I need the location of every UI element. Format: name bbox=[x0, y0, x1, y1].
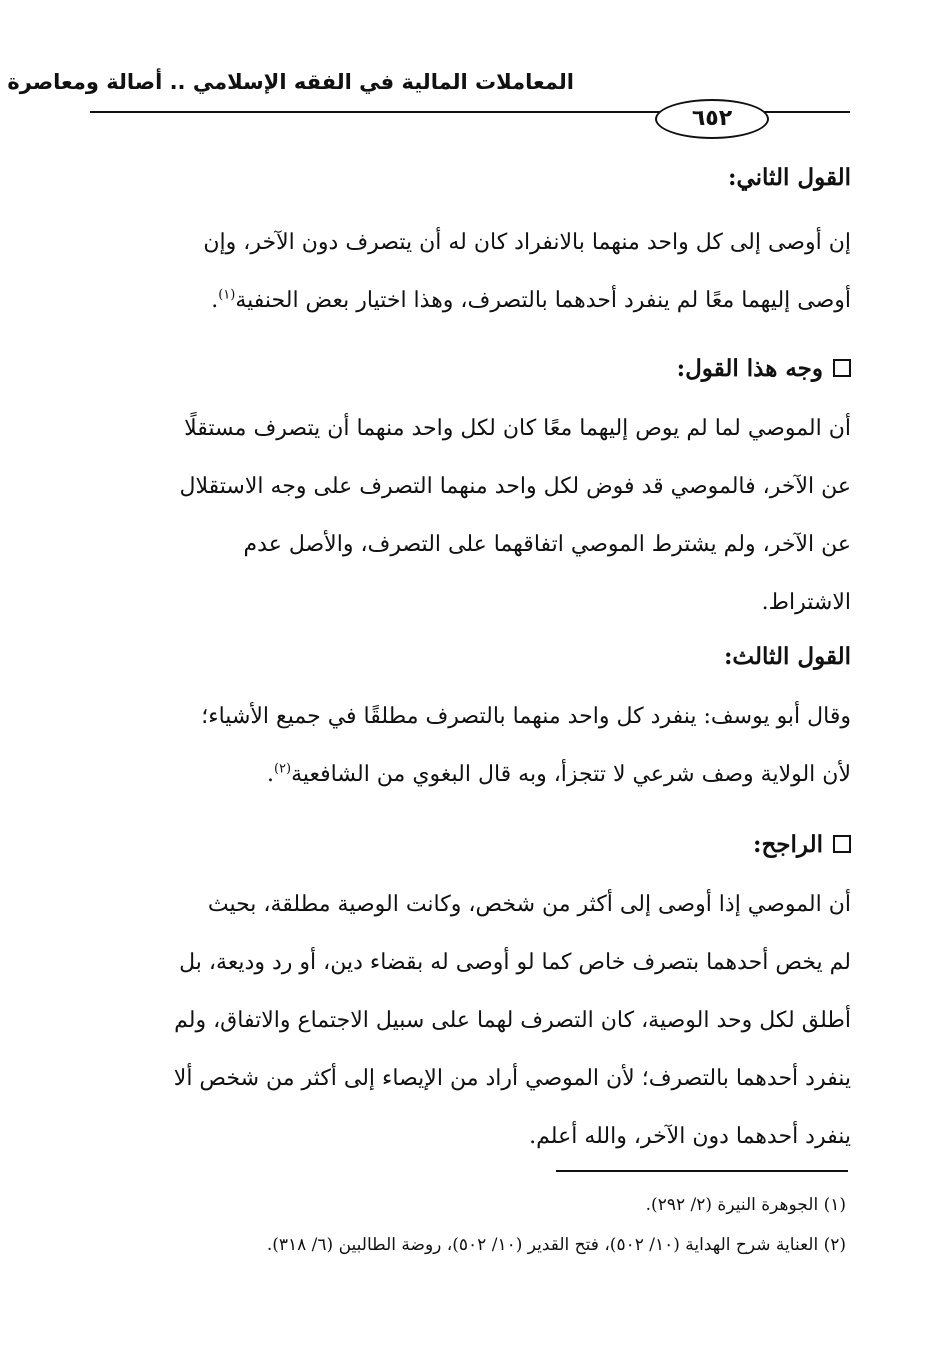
section-heading-rationale bbox=[81, 351, 851, 387]
footnote-ref: (٢) bbox=[273, 761, 292, 777]
footnote-rule bbox=[556, 1170, 848, 1172]
section-heading-text: الراجح: bbox=[752, 831, 823, 858]
footnote-1: (١) الجوهرة النيرة (٢/ ٢٩٢). bbox=[645, 1195, 846, 1215]
paragraph-line: عن الآخر، ولم يشترط الموصي اتفاقهما على التصرف، والأصل عدم bbox=[243, 532, 851, 557]
paragraph-line-end: . bbox=[266, 762, 274, 787]
section-heading-text: وجه هذا القول: bbox=[676, 355, 823, 382]
paragraph-line: ينفرد أحدهما دون الآخر، والله أعلم. bbox=[529, 1124, 851, 1149]
page-number: ٦٥٢ bbox=[655, 99, 769, 139]
paragraph-line bbox=[81, 746, 851, 804]
paragraph-line: أطلق لكل وحد الوصية، كان التصرف لهما على سبيل الاجتماع والاتفاق، ولم bbox=[174, 1008, 851, 1033]
section-heading-text: القول الثالث: bbox=[723, 643, 851, 670]
square-bullet-icon bbox=[833, 359, 851, 377]
paragraph-line: وقال أبو يوسف: ينفرد كل واحد منهما بالتصرف مطلقًا في جميع الأشياء؛ bbox=[201, 704, 851, 729]
paragraph-line: ينفرد أحدهما بالتصرف؛ لأن الموصي أراد من الإيصاء إلى أكثر من شخص ألا bbox=[173, 1066, 851, 1091]
square-bullet-icon bbox=[833, 835, 851, 853]
paragraph-line-text: أوصى إليهما معًا لم ينفرد أحدهما بالتصرف، وهذا اختيار بعض الحنفية bbox=[235, 288, 851, 313]
section-heading-preferred bbox=[81, 827, 851, 863]
section-heading-second-opinion bbox=[81, 160, 851, 196]
paragraph-line: عن الآخر، فالموصي قد فوض لكل واحد منهما التصرف على وجه الاستقلال bbox=[179, 474, 851, 499]
running-header-title: المعاملات المالية في الفقه الإسلامي .. أصالة ومعاصرة bbox=[7, 70, 574, 94]
footnote-ref: (١) bbox=[218, 287, 236, 303]
paragraph-line: إن أوصى إلى كل واحد منهما بالانفراد كان له أن يتصرف دون الآخر، وإن bbox=[203, 230, 851, 255]
paragraph-line: أن الموصي لما لم يوص إليهما معًا كان لكل واحد منهما أن يتصرف مستقلًا bbox=[184, 416, 851, 441]
section-paragraph-third-opinion bbox=[81, 688, 851, 804]
paragraph-line bbox=[81, 272, 851, 330]
paragraph-line: لم يخص أحدهما بتصرف خاص كما لو أوصى له بقضاء دين، أو رد وديعة، بل bbox=[179, 950, 851, 975]
paragraph-line: أن الموصي إذا أوصى إلى أكثر من شخص، وكانت الوصية مطلقة، بحيث bbox=[207, 892, 851, 917]
section-paragraph-second-opinion bbox=[81, 214, 851, 330]
section-paragraph-rationale bbox=[81, 400, 851, 632]
section-paragraph-preferred bbox=[81, 876, 851, 1166]
paragraph-line-end: . bbox=[211, 288, 219, 313]
footnote-2: (٢) العناية شرح الهداية (١٠/ ٥٠٢)، فتح القدير (١٠/ ٥٠٢)، روضة الطالبين (٦/ ٣١٨). bbox=[266, 1235, 846, 1255]
paragraph-line: الاشتراط. bbox=[761, 590, 851, 615]
section-heading-third-opinion bbox=[81, 639, 851, 675]
paragraph-line-text: لأن الولاية وصف شرعي لا تتجزأ، وبه قال البغوي من الشافعية bbox=[291, 762, 851, 787]
section-heading-text: القول الثاني: bbox=[727, 164, 851, 191]
